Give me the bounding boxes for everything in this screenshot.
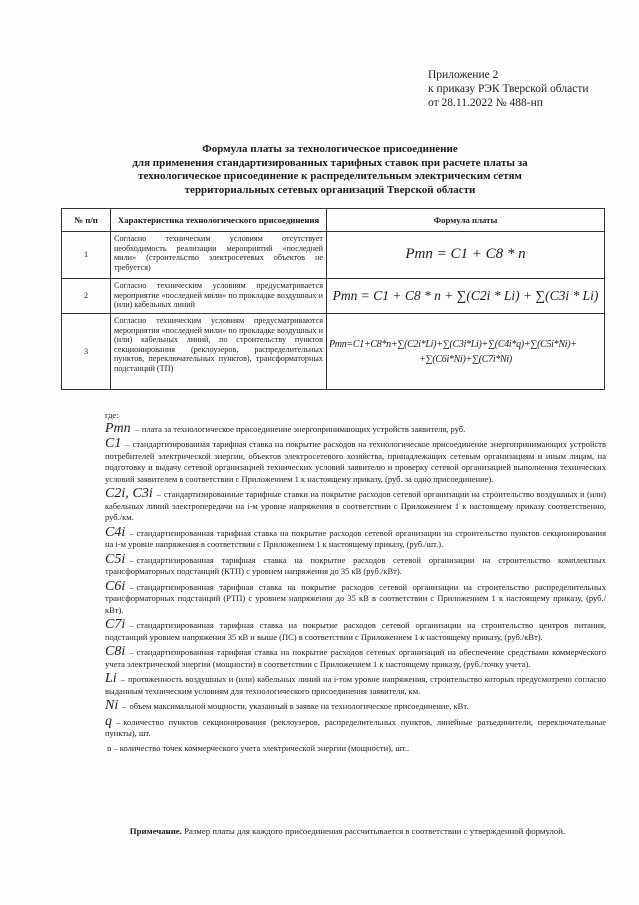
definition-text: количество пунктов секционирования (реклоузеров, распределительных пунктов, линейные разъединители, переключательные пункты), шт. — [105, 716, 606, 738]
definition-item: Pтп – плата за технологическое присоединение энергопринимающих устройств заявителя, руб. — [105, 420, 466, 436]
appendix-line-2: к приказу РЭК Тверской области — [428, 83, 589, 95]
definition-item: C4i – стандартизированная тарифная ставка на покрытие расходов сетевой организации на строительство пунктов секционирования на i-м уровне напряжения в соответствии с Приложением 1 к настоящему приказу, (руб./шт.). — [105, 524, 606, 549]
footnote — [89, 826, 606, 836]
definition-item: Li – протяженность воздушных и (или) кабельных линий на i-том уровне напряжения, строительство которых предусмотрено согласно выданным техническим условиям для технологического присоединения заявителя, км. — [105, 671, 606, 696]
definition-symbol: Pтп — [105, 420, 131, 436]
definition-symbol: C4i — [105, 524, 126, 540]
definition-symbol: C1 — [105, 436, 122, 451]
row-number: 1 — [62, 232, 111, 279]
definition-symbol: C6i — [105, 578, 126, 594]
appendix-line-3: от 28.11.2022 № 488-нп — [428, 97, 543, 109]
definition-text: стандартизированная тарифная ставка на покрытие расходов на технологическое присоединение энергопринимающих устройств потребителей электрической энергии, объектов электросетевого хозяйства, принадлежащих сетевым организациям и иным лицам, на подготовку и выдачу сетевой организацией технических условий заявителю и проверку сетевой организацией выполнения технических условий заявителем в соответствии с Приложением 1 к настоящему приказу, (руб. за одно присоединение). — [105, 439, 606, 484]
appendix-line-1: Приложение 2 — [428, 69, 499, 81]
title-line-2: для применения стандартизированных тарифных ставок при расчете платы за — [132, 156, 528, 169]
definition-symbol: C7i — [105, 617, 126, 632]
header-num: № п/п — [62, 209, 111, 232]
row-formula — [327, 314, 605, 390]
definition-symbol: C2i, C3i — [105, 486, 153, 501]
definition-item: C6i – стандартизированная тарифная ставка на покрытие расходов сетевой организации на строительство распределительных трансформаторных подстанций (РТП) с уровнем напряжения до 35 кВ в соответствии с Приложением 1 к настоящему приказу, (руб./кВт). — [105, 578, 606, 615]
definition-text: стандартизированная тарифная ставка на покрытие расходов сетевой организации на строительство комплектных трансформаторных подстанций (КТП) с уровнем напряжения до 35 кВ (руб./кВт). — [105, 554, 606, 576]
table-row — [62, 232, 605, 279]
definition-symbol: C5i — [105, 551, 126, 567]
table-header-row — [62, 209, 605, 232]
definition-text: стандартизированная тарифная ставка на покрытие расходов сетевых организаций на обеспечение средствами коммерческого учета электрической энергии (мощности) в соответствии с Приложением 1 к настоящему приказу, (руб./точку учета). — [105, 647, 606, 669]
row-formula: Pтп = C1 + C8 * n — [327, 232, 605, 279]
row-number: 3 — [62, 314, 111, 390]
definition-text: плата за технологическое присоединение энергопринимающих устройств заявителя, руб. — [141, 423, 466, 434]
row-formula: Pтп = C1 + C8 * n + ∑(C2i * Li) + ∑(C3i * Li) — [327, 279, 605, 314]
definitions-intro: где: — [105, 410, 119, 420]
title-line-4: территориальных сетевых организаций Тверской области — [184, 183, 476, 196]
row-condition: Согласно техническим условиям предусматривается мероприятие «последней мили» по прокладке воздушных и (или) кабельных линий — [111, 279, 327, 314]
definition-item: C8i – стандартизированная тарифная ставка на покрытие расходов сетевых организаций на обеспечение средствами коммерческого учета электрической энергии (мощности) в соответствии с Приложением 1 к настоящему приказу, (руб./точку учета). — [105, 644, 606, 669]
table-row — [62, 279, 605, 314]
table-row — [62, 314, 605, 390]
definition-text: объем максимальной мощности, указанный в заявке на технологическое присоединение, кВт. — [129, 701, 469, 711]
definition-symbol: Ni — [105, 698, 119, 713]
appendix-header — [428, 68, 589, 110]
note-text: Размер платы для каждого присоединения рассчитывается в соответствии с утвержденной формулой. — [181, 826, 566, 836]
formula-table — [61, 208, 605, 390]
row-number: 2 — [62, 279, 111, 314]
header-characteristic: Характеристика технологического присоединения — [111, 209, 327, 232]
definition-text: стандартизированная тарифная ставка на покрытие расходов сетевой организации на строительство распределительных трансформаторных подстанций (РТП) с уровнем напряжения до 35 кВ в соответствии с Приложением 1 к настоящему приказу, (руб./кВт). — [105, 581, 606, 615]
definitions-section — [89, 410, 606, 754]
definition-symbol: C8i — [105, 644, 126, 659]
document-title — [90, 143, 570, 197]
definition-item: q – количество пунктов секционирования (реклоузеров, распределительных пунктов, линейные разъединители, переключательные пункты), шт. — [105, 713, 606, 738]
definition-item: C5i – стандартизированная тарифная ставка на покрытие расходов сетевой организации на строительство комплектных трансформаторных подстанций (КТП) с уровнем напряжения до 35 кВ (руб./кВт). — [105, 551, 606, 576]
definition-text: стандартизированная тарифная ставка на покрытие расходов сетевой организации на строительство пунктов секционирования на i-м уровне напряжения в соответствии с Приложением 1 к настоящему приказу, (руб./шт.). — [105, 527, 606, 549]
formula-line-2: +∑(C6i*Ni)+∑(C7i*Ni) — [419, 353, 512, 365]
row-condition: Согласно техническим условиям предусматриваются мероприятия «последней мили» по прокладке воздушных и (или) кабельных линий, по строительству пунктов секционирования (реклоузеров, распределительных пунктов, переключательных пунктов), трансформаторных подстанций (ТП) — [111, 314, 327, 390]
n-definition: n – количество точек коммерческого учета электрической энергии (мощности), шт.. — [107, 742, 410, 753]
row-condition: Согласно техническим условиям отсутствует необходимость реализации мероприятий «последней мили» (строительство электросетевых объектов не требуется) — [111, 232, 327, 279]
definition-item: C7i – стандартизированная тарифная ставка на покрытие расходов сетевой организации на строительство центров питания, подстанций уровнем напряжения 35 кВ и выше (ПС) в соответствии с Приложением 1 к настоящему приказу, (руб./кВт). — [105, 617, 606, 642]
definition-text: протяженность воздушных и (или) кабельных линий на i-том уровне напряжения, строительство которых предусмотрено согласно выданным техническим условиям для технологического присоединения заявителя, км. — [105, 674, 606, 696]
title-line-3: технологическое присоединение к распределительным электрическим сетям — [138, 170, 522, 182]
note-label: Примечание. — [129, 826, 182, 836]
definition-item: C1 – стандартизированная тарифная ставка на покрытие расходов на технологическое присоединение энергопринимающих устройств потребителей электрической энергии, объектов электросетевого хозяйства, принадлежащих сетевым организациям и иным лицам, на подготовку и выдачу сетевой организацией технических условий заявителю и проверку сетевой организацией выполнения технических условий заявителем в соответствии с Приложением 1 к настоящему приказу, (руб. за одно присоединение). — [105, 436, 606, 484]
definition-symbol: Li — [105, 671, 117, 686]
title-line-1: Формула платы за технологическое присоединение — [202, 143, 458, 155]
definition-text: стандартизированные тарифные ставки на покрытие расходов сетевой организации на строительство воздушных и (или) кабельных линий электропередачи на i-м уровне напряжения в соответствии с Приложением 1 к настоящему приказу соответственно, руб./км. — [105, 489, 606, 522]
definition-symbol: q — [105, 713, 112, 729]
formula-line-1: Pтп=C1+C8*n+∑(C2i*Li)+∑(C3i*Li)+∑(C4i*q)+∑(C5i*Ni)+ — [329, 338, 577, 350]
definition-item: Ni – объем максимальной мощности, указанный в заявке на технологическое присоединение, кВт. — [105, 698, 469, 713]
header-formula: Формула платы — [327, 209, 605, 232]
definition-item: C2i, C3i – стандартизированные тарифные ставки на покрытие расходов сетевой организации на строительство воздушных и (или) кабельных линий электропередачи на i-м уровне напряжения в соответствии с Приложением 1 к настоящему приказу соответственно, руб./км. — [105, 486, 606, 522]
definition-text: стандартизированная тарифная ставка на покрытие расходов сетевой организации на строительство центров питания, подстанций уровнем напряжения 35 кВ и выше (ПС) в соответствии с Приложением 1 к настоящему приказу, (руб./кВт). — [105, 620, 606, 642]
